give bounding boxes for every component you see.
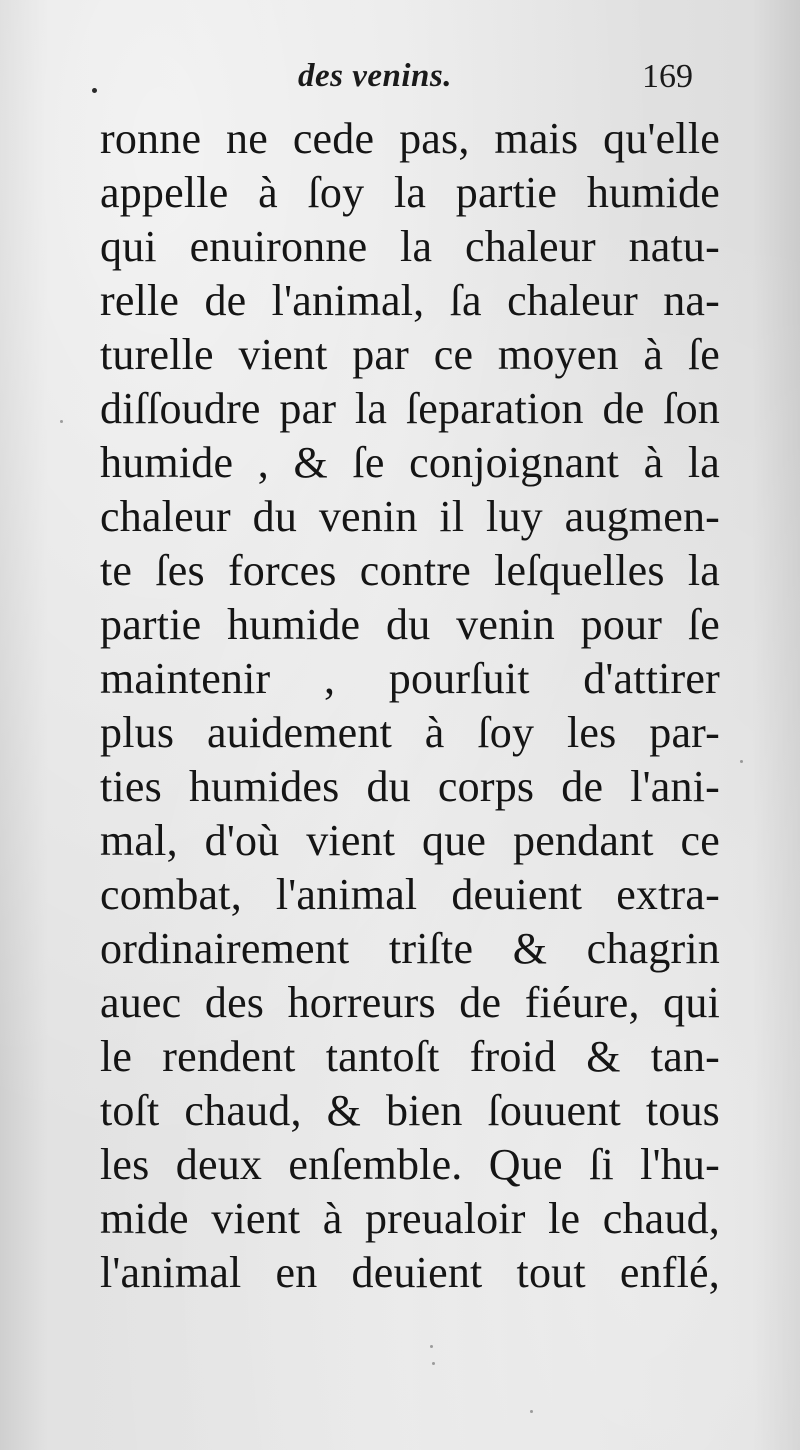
text-line: humide , & ſe conjoignant à la [100,438,720,487]
text-line: les deux enſemble. Que ſi l'hu- [100,1140,720,1189]
text-line: ordinairement triſte & chagrin [100,924,720,973]
paper-speck [430,1345,433,1348]
paper-speck [740,760,743,763]
text-line: combat, l'animal deuient extra- [100,870,720,919]
text-line: appelle à ſoy la partie humide [100,168,720,217]
paper-speck [530,1410,533,1413]
paper-speck [432,1362,435,1365]
text-line: ties humides du corps de l'ani- [100,762,720,811]
text-line: l'animal en deuient tout enflé, [100,1248,720,1297]
text-line: turelle vient par ce moyen à ſe [100,330,720,379]
text-line: qui enuironne la chaleur natu- [100,222,720,271]
running-title: des venins. [298,58,452,94]
page-header [0,58,800,108]
page-number: 169 [642,58,693,95]
text-line: plus auidement à ſoy les par- [100,708,720,757]
text-line: chaleur du venin il luy augmen- [100,492,720,541]
paper-speck [60,420,63,423]
text-line: mide vient à preualoir le chaud, [100,1194,720,1243]
text-line: te ſes forces contre leſquelles la [100,546,720,595]
body-text [100,112,720,1300]
printer-dot-mark [92,88,97,93]
text-line: ronne ne cede pas, mais qu'elle [100,114,720,163]
text-line: partie humide du venin pour ſe [100,600,720,649]
text-line: diſſoudre par la ſeparation de ſon [100,384,720,433]
text-line: auec des horreurs de fiéure, qui [100,978,720,1027]
text-line: toſt chaud, & bien ſouuent tous [100,1086,720,1135]
text-line: relle de l'animal, ſa chaleur na- [100,276,720,325]
text-line: maintenir , pourſuit d'attirer [100,654,720,703]
text-line: mal, d'où vient que pendant ce [100,816,720,865]
text-line: le rendent tantoſt froid & tan- [100,1032,720,1081]
